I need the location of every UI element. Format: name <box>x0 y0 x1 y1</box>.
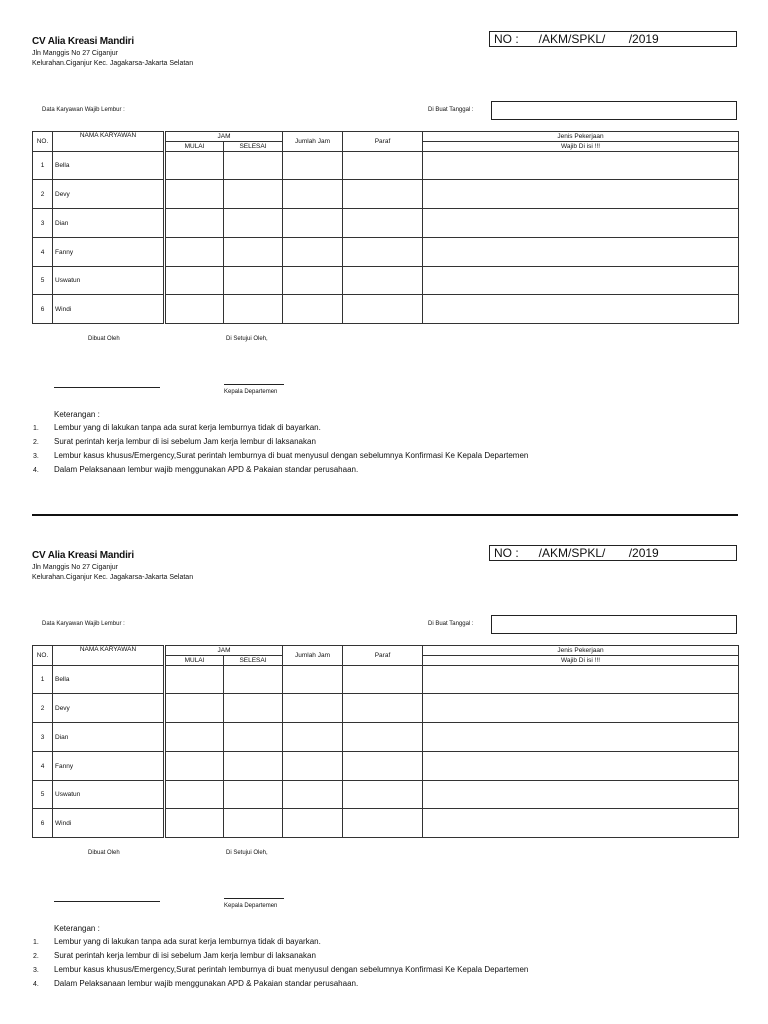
table-row <box>33 666 739 694</box>
table-row <box>33 238 739 267</box>
signature-line-maker[interactable] <box>54 387 160 388</box>
row-number: 4 <box>33 238 53 267</box>
note-text: Lembur kasus khusus/Emergency,Surat perintah lemburnya di buat menyusul dengan sebelumnya Konfirmasi Ke Kepala Departemen <box>54 451 529 460</box>
paraf-cell[interactable] <box>343 295 423 324</box>
address-line-2: Kelurahan.Ciganjur Kec. Jagakarsa-Jakarta Selatan <box>32 60 194 67</box>
row-number: 5 <box>33 267 53 295</box>
header-selesai: SELESAI <box>224 142 283 152</box>
mulai-cell[interactable] <box>165 267 224 295</box>
note-number: 1. <box>33 425 39 432</box>
selesai-cell[interactable] <box>224 694 283 723</box>
row-number: 1 <box>33 152 53 180</box>
document-number-box[interactable]: NO : /AKM/SPKL/ /2019 <box>489 545 737 561</box>
mulai-cell[interactable] <box>165 209 224 238</box>
mulai-cell[interactable] <box>165 238 224 267</box>
employee-label: Data Karyawan Wajib Lembur : <box>42 107 125 113</box>
header-no: NO. <box>33 132 53 152</box>
form-copy-2 <box>0 514 768 1024</box>
header-jumlah: Jumlah Jam <box>283 646 343 666</box>
mulai-cell[interactable] <box>165 781 224 809</box>
row-number: 3 <box>33 209 53 238</box>
table-row <box>33 152 739 180</box>
note-text: Lembur kasus khusus/Emergency,Surat perintah lemburnya di buat menyusul dengan sebelumnya Konfirmasi Ke Kepala Departemen <box>54 965 529 974</box>
dept-head-label: Kepala Departemen <box>224 903 278 909</box>
selesai-cell[interactable] <box>224 152 283 180</box>
note-text: Lembur yang di lakukan tanpa ada surat kerja lemburnya tidak di bayarkan. <box>54 423 321 432</box>
selesai-cell[interactable] <box>224 666 283 694</box>
paraf-cell[interactable] <box>343 723 423 752</box>
note-text: Dalam Pelaksanaan lembur wajib menggunakan APD & Pakaian standar perusahaan. <box>54 979 359 988</box>
jumlah-cell[interactable] <box>283 238 343 267</box>
header-no: NO. <box>33 646 53 666</box>
selesai-cell[interactable] <box>224 180 283 209</box>
header-mulai: MULAI <box>165 142 224 152</box>
header-jenis: Jenis Pekerjaan <box>423 646 739 656</box>
mulai-cell[interactable] <box>165 809 224 838</box>
row-name: Fanny <box>53 752 165 781</box>
row-name: Dian <box>53 723 165 752</box>
form-copy-1 <box>0 0 768 510</box>
header-jam: JAM <box>165 132 283 142</box>
row-number: 2 <box>33 694 53 723</box>
jumlah-cell[interactable] <box>283 180 343 209</box>
header-paraf: Paraf <box>343 646 423 666</box>
jenis-cell[interactable] <box>423 295 739 324</box>
row-number: 6 <box>33 295 53 324</box>
mulai-cell[interactable] <box>165 180 224 209</box>
table-row <box>33 694 739 723</box>
paraf-cell[interactable] <box>343 781 423 809</box>
jenis-cell[interactable] <box>423 666 739 694</box>
table-row <box>33 267 739 295</box>
table-row <box>33 723 739 752</box>
made-by-label: Dibuat Oleh <box>88 336 120 342</box>
mulai-cell[interactable] <box>165 295 224 324</box>
approved-by-label: Di Setujui Oleh, <box>226 336 268 342</box>
jumlah-cell[interactable] <box>283 809 343 838</box>
signature-line-approver[interactable] <box>224 384 284 385</box>
note-text: Surat perintah kerja lembur di isi sebelum Jam kerja lembur di laksanakan <box>54 951 316 960</box>
overtime-table <box>32 645 739 838</box>
jumlah-cell[interactable] <box>283 781 343 809</box>
header-wajib: Wajib Di isi !!! <box>423 142 739 152</box>
row-name: Windi <box>53 295 165 324</box>
selesai-cell[interactable] <box>224 781 283 809</box>
selesai-cell[interactable] <box>224 238 283 267</box>
row-name: Bella <box>53 666 165 694</box>
note-text: Lembur yang di lakukan tanpa ada surat kerja lemburnya tidak di bayarkan. <box>54 937 321 946</box>
date-input-box[interactable] <box>491 101 737 120</box>
signature-line-approver[interactable] <box>224 898 284 899</box>
jumlah-cell[interactable] <box>283 723 343 752</box>
table-row <box>33 209 739 238</box>
row-name: Uswatun <box>53 267 165 295</box>
date-label: Di Buat Tanggal : <box>428 107 474 113</box>
row-name: Uswatun <box>53 781 165 809</box>
row-name: Bella <box>53 152 165 180</box>
header-name: NAMA KARYAWAN <box>53 646 165 666</box>
date-label: Di Buat Tanggal : <box>428 621 474 627</box>
mulai-cell[interactable] <box>165 694 224 723</box>
jenis-cell[interactable] <box>423 267 739 295</box>
approved-by-label: Di Setujui Oleh, <box>226 850 268 856</box>
table-row <box>33 180 739 209</box>
company-name: CV Alia Kreasi Mandiri <box>32 550 134 561</box>
selesai-cell[interactable] <box>224 295 283 324</box>
mulai-cell[interactable] <box>165 752 224 781</box>
paraf-cell[interactable] <box>343 666 423 694</box>
note-number: 4. <box>33 467 39 474</box>
selesai-cell[interactable] <box>224 723 283 752</box>
paraf-cell[interactable] <box>343 152 423 180</box>
document-number-box[interactable]: NO : /AKM/SPKL/ /2019 <box>489 31 737 47</box>
overtime-table <box>32 131 739 324</box>
mulai-cell[interactable] <box>165 666 224 694</box>
header-jam: JAM <box>165 646 283 656</box>
jumlah-cell[interactable] <box>283 209 343 238</box>
header-jenis: Jenis Pekerjaan <box>423 132 739 142</box>
row-name: Devy <box>53 694 165 723</box>
jenis-cell[interactable] <box>423 781 739 809</box>
row-name: Fanny <box>53 238 165 267</box>
table-row <box>33 781 739 809</box>
jumlah-cell[interactable] <box>283 694 343 723</box>
header-mulai: MULAI <box>165 656 224 666</box>
jumlah-cell[interactable] <box>283 295 343 324</box>
jumlah-cell[interactable] <box>283 752 343 781</box>
note-number: 2. <box>33 439 39 446</box>
table-row <box>33 295 739 324</box>
note-number: 4. <box>33 981 39 988</box>
row-number: 2 <box>33 180 53 209</box>
row-number: 5 <box>33 781 53 809</box>
row-name: Devy <box>53 180 165 209</box>
paraf-cell[interactable] <box>343 694 423 723</box>
jenis-cell[interactable] <box>423 209 739 238</box>
jenis-cell[interactable] <box>423 809 739 838</box>
note-number: 2. <box>33 953 39 960</box>
jumlah-cell[interactable] <box>283 152 343 180</box>
notes-title: Keterangan : <box>54 924 100 933</box>
paraf-cell[interactable] <box>343 209 423 238</box>
row-number: 1 <box>33 666 53 694</box>
selesai-cell[interactable] <box>224 267 283 295</box>
row-name: Dian <box>53 209 165 238</box>
note-text: Surat perintah kerja lembur di isi sebelum Jam kerja lembur di laksanakan <box>54 437 316 446</box>
jenis-cell[interactable] <box>423 694 739 723</box>
company-name: CV Alia Kreasi Mandiri <box>32 36 134 47</box>
row-number: 3 <box>33 723 53 752</box>
header-jumlah: Jumlah Jam <box>283 132 343 152</box>
paraf-cell[interactable] <box>343 180 423 209</box>
mulai-cell[interactable] <box>165 723 224 752</box>
selesai-cell[interactable] <box>224 809 283 838</box>
header-wajib: Wajib Di isi !!! <box>423 656 739 666</box>
note-text: Dalam Pelaksanaan lembur wajib menggunakan APD & Pakaian standar perusahaan. <box>54 465 359 474</box>
table-row <box>33 809 739 838</box>
jenis-cell[interactable] <box>423 238 739 267</box>
date-input-box[interactable] <box>491 615 737 634</box>
jumlah-cell[interactable] <box>283 666 343 694</box>
signature-line-maker[interactable] <box>54 901 160 902</box>
row-number: 6 <box>33 809 53 838</box>
paraf-cell[interactable] <box>343 267 423 295</box>
paraf-cell[interactable] <box>343 752 423 781</box>
selesai-cell[interactable] <box>224 209 283 238</box>
paraf-cell[interactable] <box>343 809 423 838</box>
row-name: Windi <box>53 809 165 838</box>
note-number: 3. <box>33 967 39 974</box>
jenis-cell[interactable] <box>423 180 739 209</box>
paraf-cell[interactable] <box>343 238 423 267</box>
employee-label: Data Karyawan Wajib Lembur : <box>42 621 125 627</box>
header-paraf: Paraf <box>343 132 423 152</box>
address-line-1: Jln Manggis No 27 Ciganjur <box>32 50 118 57</box>
dept-head-label: Kepala Departemen <box>224 389 278 395</box>
note-number: 1. <box>33 939 39 946</box>
table-row <box>33 752 739 781</box>
jumlah-cell[interactable] <box>283 267 343 295</box>
jenis-cell[interactable] <box>423 752 739 781</box>
selesai-cell[interactable] <box>224 752 283 781</box>
jenis-cell[interactable] <box>423 152 739 180</box>
row-number: 4 <box>33 752 53 781</box>
notes-title: Keterangan : <box>54 410 100 419</box>
note-number: 3. <box>33 453 39 460</box>
jenis-cell[interactable] <box>423 723 739 752</box>
address-line-2: Kelurahan.Ciganjur Kec. Jagakarsa-Jakarta Selatan <box>32 574 194 581</box>
header-name: NAMA KARYAWAN <box>53 132 165 152</box>
header-selesai: SELESAI <box>224 656 283 666</box>
address-line-1: Jln Manggis No 27 Ciganjur <box>32 564 118 571</box>
made-by-label: Dibuat Oleh <box>88 850 120 856</box>
mulai-cell[interactable] <box>165 152 224 180</box>
